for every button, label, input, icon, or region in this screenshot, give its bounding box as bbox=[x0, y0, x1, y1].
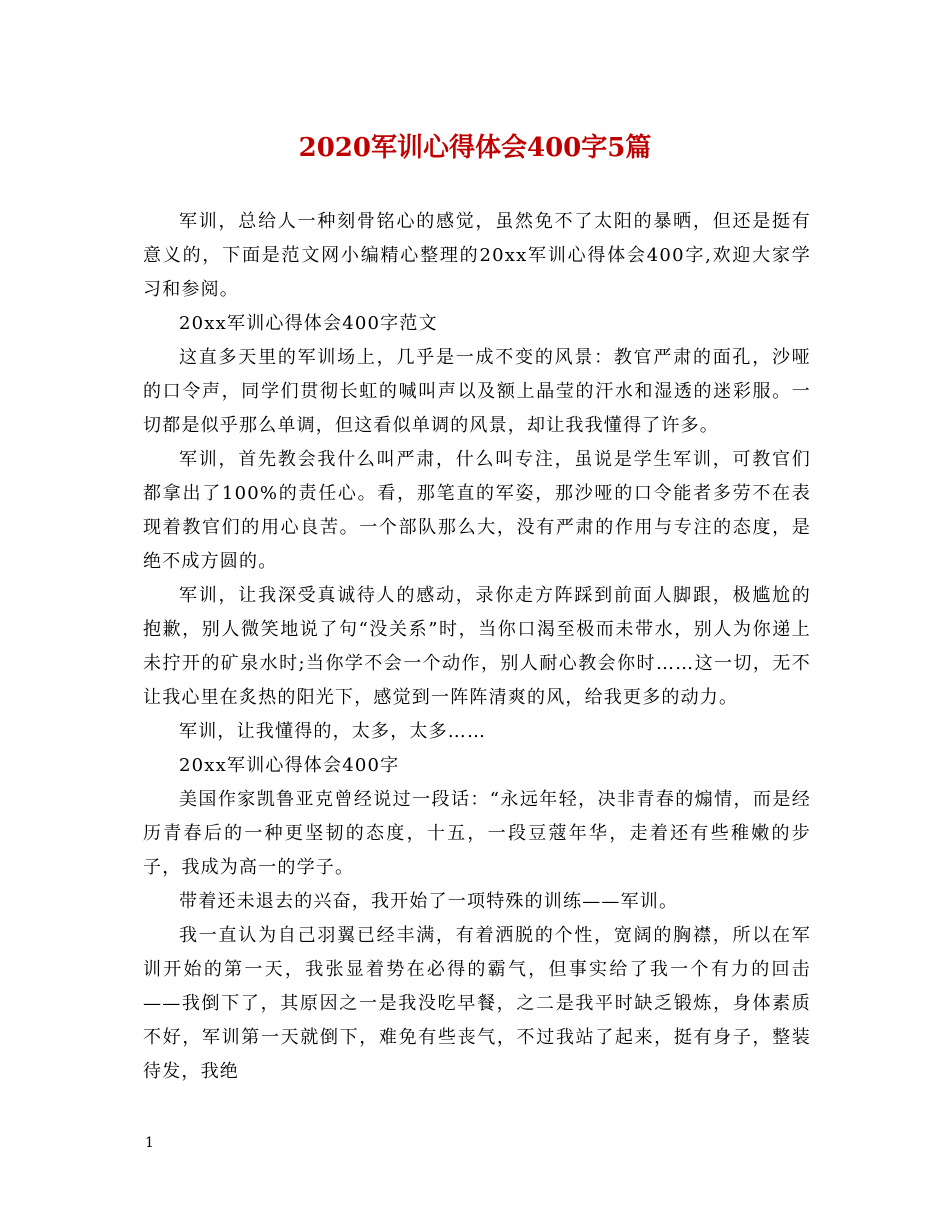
paragraph: 军训，让我懂得的，太多，太多…… bbox=[179, 721, 487, 742]
paragraph: 军训，首先教会我什么叫严肃，什么叫专注，虽说是学生军训，可教官们都拿出了100%的责任心。看，那笔直的军姿，那沙哑的口令能者多劳不在表现着教官们的用心良苦。一个部队那么大，没有严肃的作用与专注的态度，是绝不成方圆的。 bbox=[143, 449, 811, 572]
paragraph: 这直多天里的军训场上，几乎是一成不变的风景：教官严肃的面孔，沙哑的口令声，同学们贯彻长虹的喊叫声以及额上晶莹的汗水和湿透的迷彩服。一切都是似乎那么单调，但这看似单调的风景，却让我我懂得了许多。 bbox=[143, 347, 811, 436]
paragraph: 带着还未退去的兴奋，我开始了一项特殊的训练——军训。 bbox=[179, 891, 679, 912]
paragraph-intro: 军训，总给人一种刻骨铭心的感觉，虽然免不了太阳的暴晒，但还是挺有意义的，下面是范文网小编精心整理的20xx军训心得体会400字,欢迎大家学习和参阅。 bbox=[143, 211, 811, 300]
paragraph: 我一直认为自己羽翼已经丰满，有着洒脱的个性，宽阔的胸襟，所以在军训开始的第一天，我张显着势在必得的霸气，但事实给了我一个有力的回击——我倒下了，其原因之一是我没吃早餐，之二是我平时缺乏锻炼，身体素质不好，军训第一天就倒下，难免有些丧气，不过我站了起来，挺有身子，整装待发，我绝 bbox=[143, 925, 811, 1082]
section-heading-1: 20xx军训心得体会400字范文 bbox=[179, 313, 438, 334]
section-heading-2: 20xx军训心得体会400字 bbox=[179, 755, 400, 776]
document-body bbox=[143, 205, 811, 1089]
paragraph: 美国作家凯鲁亚克曾经说过一段话：“永远年轻，决非青春的煽情，而是经历青春后的一种更坚韧的态度，十五，一段豆蔻年华，走着还有些稚嫩的步子，我成为高一的学子。 bbox=[143, 789, 811, 878]
paragraph: 军训，让我深受真诚待人的感动，录你走方阵踩到前面人脚跟，极尴尬的抱歉，别人微笑地说了句“没关系”时，当你口渴至极而未带水，别人为你递上未拧开的矿泉水时;当你学不会一个动作，别人耐心教会你时……这一切，无不让我心里在炙热的阳光下，感觉到一阵阵清爽的风，给我更多的动力。 bbox=[143, 585, 811, 708]
page-number: 1 bbox=[145, 1135, 154, 1151]
document-title: 2020军训心得体会400字5篇 bbox=[298, 133, 652, 163]
